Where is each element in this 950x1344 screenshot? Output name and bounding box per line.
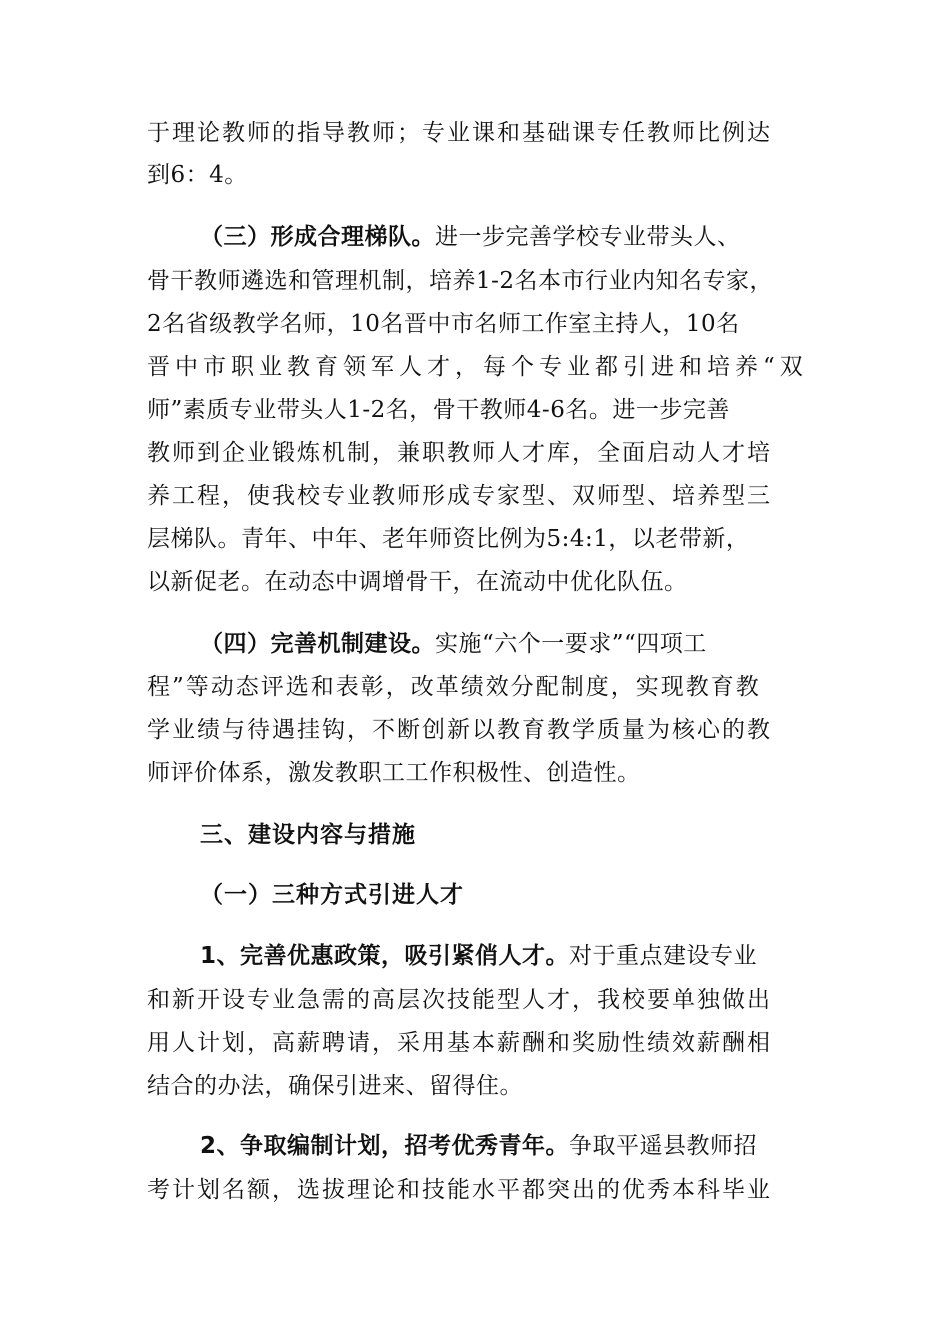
item-1-title: 1、完善优惠政策，吸引紧俏人才。 [200, 943, 570, 969]
text-line: 师评价体系，激发教职工工作积极性、创造性。 [147, 760, 641, 786]
text-line: 骨干教师遴选和管理机制，培养1-2名本市行业内知名专家， [147, 268, 774, 294]
item-2-title: 2、争取编制计划，招考优秀青年。 [200, 1133, 570, 1159]
item-2-first-line [200, 1131, 757, 1161]
text-line: 于理论教师的指导教师；专业课和基础课专任教师比例达 [147, 120, 772, 146]
paragraph-3-title: （三）形成合理梯队。 [200, 224, 435, 250]
text-line: 程”等动态评选和表彰，改革绩效分配制度，实现教育教 [147, 674, 761, 700]
item-1-first-line [200, 941, 757, 971]
paragraph-4-text: 实施“六个一要求”“四项工 [435, 631, 707, 657]
text-line: 教师到企业锻炼机制，兼职教师人才库，全面启动人才培 [147, 440, 772, 466]
paragraph-3-text: 进一步完善学校专业带头人、 [435, 224, 741, 250]
text-line: 晋中市职业教育领军人才，每个专业都引进和培养“双 [147, 354, 808, 380]
text-line: 养工程，使我校专业教师形成专家型、双师型、培养型三 [147, 483, 772, 509]
paragraph-4-title: （四）完善机制建设。 [200, 631, 435, 657]
text-line: 学业绩与待遇挂钩，不断创新以教育教学质量为核心的教 [147, 717, 772, 743]
item-2-text: 争取平遥县教师招 [569, 1133, 758, 1159]
section-heading: 三、建设内容与措施 [200, 822, 416, 848]
text-line: 2名省级教学名师，10名晋中市名师工作室主持人，10名 [147, 311, 740, 337]
text-line: 层梯队。青年、中年、老年师资比例为5:4:1，以老带新， [147, 526, 750, 552]
item-1-text: 对于重点建设专业 [569, 943, 758, 969]
text-line: 师”素质专业带头人1-2名，骨干教师4-6名。进一步完善 [147, 397, 730, 423]
text-line: 到6：4。 [147, 162, 248, 188]
paragraph-3-first-line [200, 222, 741, 252]
text-line: 以新促老。在动态中调增骨干，在流动中优化队伍。 [147, 569, 688, 595]
text-line: 结合的办法，确保引进来、留得住。 [147, 1073, 523, 1099]
text-line: 考计划名额，选拔理论和技能水平都突出的优秀本科毕业 [147, 1177, 772, 1203]
text-line: 和新开设专业急需的高层次技能型人才，我校要单独做出 [147, 987, 772, 1013]
text-line: 用人计划，高薪聘请，采用基本薪酬和奖励性绩效薪酬相 [147, 1030, 772, 1056]
sub-heading: （一）三种方式引进人才 [200, 882, 464, 908]
paragraph-4-first-line [200, 629, 707, 659]
